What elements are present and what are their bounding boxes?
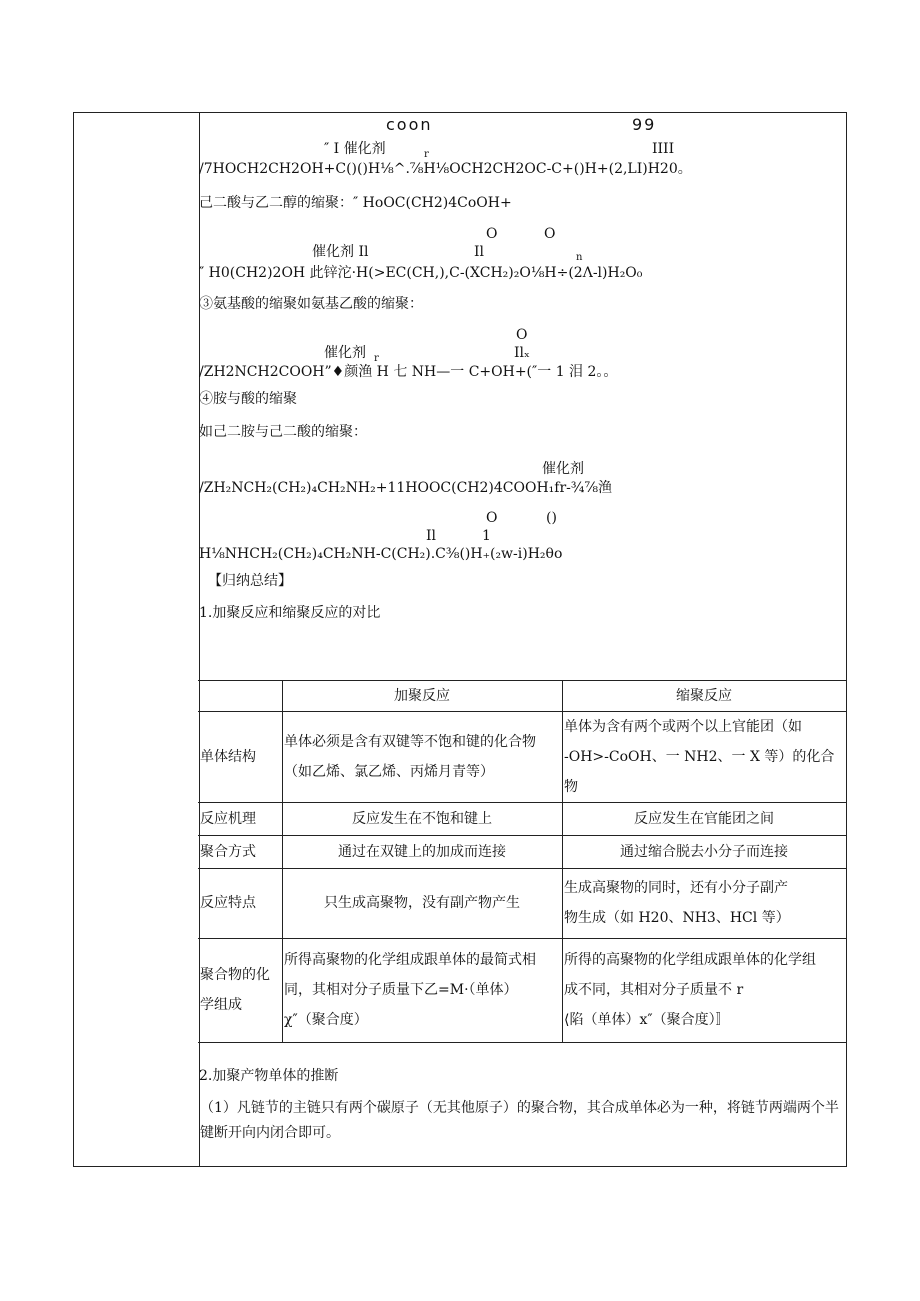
row-label: 单体结构: [200, 748, 256, 765]
row-condensation: 单体为含有两个或两个以上官能团（如 -OH>-CoOH、一 NH2、一 X 等）的化合 物: [564, 718, 835, 795]
table-rule: [198, 1042, 846, 1043]
row-addition: 单体必须是含有双键等不饱和键的化合物 （如乙烯、氯乙烯、丙烯月青等）: [284, 733, 536, 780]
reaction2-catalyst: 催化剂 Il: [312, 244, 369, 260]
summary-title: 【归纳总结】: [208, 573, 292, 589]
reaction2-n-mark: n: [576, 252, 583, 263]
amino-o: O: [516, 327, 528, 343]
row-addition: 反应发生在不饱和键上: [352, 810, 492, 827]
amino-catalyst-sub: r: [374, 353, 379, 364]
row-label: 聚合方式: [200, 843, 256, 860]
reaction1-top-left: coon: [386, 115, 433, 134]
reaction2-o2: O: [544, 226, 556, 242]
amine-acid-product: H⅛NHCH₂(CH₂)₄CH₂NH-C(CH₂).C⅜()H₊(₂w-i)H₂θo: [199, 546, 563, 562]
row-condensation: 通过缩合脱去小分子而连接: [620, 843, 788, 860]
reaction1-catalyst-sub: r: [424, 149, 429, 160]
amine-acid-equation: /ZH₂NCH₂(CH₂)₄CH₂NH₂+11HOOC(CH2)4COOH₁fr-¾⅞渔: [199, 480, 613, 496]
reaction1-catalyst: ″ I 催化剂: [324, 141, 386, 157]
reaction1-right-mark: IIII: [652, 141, 675, 157]
amino-ll: Ilₓ: [514, 345, 530, 361]
amine-acid-il: Il: [426, 528, 437, 544]
row-condensation: 生成高聚物的同时，还有小分子副产 物生成（如 H20、NH3、HCl 等）: [564, 880, 790, 926]
amine-acid-intro: 如己二胺与己二酸的缩聚：: [199, 424, 367, 440]
amine-acid-o2: (): [546, 510, 557, 526]
header-condensation: 缩聚反应: [676, 687, 732, 704]
row-addition: 只生成高聚物，没有副产物产生: [324, 895, 520, 911]
amino-equation: /ZH2NCH2COOH”♦颜渔 H 七 NH—一 C+OH+(″一 1 泪 2。。: [199, 364, 618, 380]
row-label: 反应特点: [200, 895, 256, 911]
amine-acid-one: 1: [482, 528, 491, 544]
reaction2-il: Il: [474, 244, 485, 260]
amine-acid-o1: O: [486, 510, 498, 526]
row-label: 反应机理: [200, 810, 256, 827]
row-label: 聚合物的化 学组成: [200, 967, 270, 1013]
row-addition: 通过在双键上的加成而连接: [338, 843, 506, 860]
reaction2-o1: O: [486, 226, 498, 242]
row-condensation: 所得的高聚物的化学组成跟单体的化学组 成不同，其相对分子质量不 r ⟨陷（单体）x″（聚合度）〛: [564, 952, 816, 1028]
reaction2-intro: 己二酸与乙二醇的缩聚：″ HoOC(CH2)4CoOH+: [199, 195, 512, 211]
row-addition: 所得高聚物的化学组成跟单体的最简式相 同，其相对分子质量下乙=M·（单体） χ″（聚合度）: [284, 952, 536, 1028]
reaction2-equation: ″ H0(CH2)2OH 此锌沱·H(>EC(CH,),C-(XCH₂)₂O⅛H÷(2Λ-l)H₂O₀: [199, 265, 643, 281]
header-addition: 加聚反应: [394, 687, 450, 704]
section2-title: 2.加聚产物单体的推断: [199, 1068, 339, 1084]
amino-catalyst: 催化剂: [324, 345, 366, 361]
amine-acid-heading: ④胺与酸的缩聚: [199, 391, 297, 407]
reaction1-top-right: 99: [632, 115, 657, 134]
summary-item1: 1.加聚反应和缩聚反应的对比: [199, 605, 381, 621]
row-condensation: 反应发生在官能团之间: [634, 810, 774, 827]
amine-acid-catalyst: 催化剂: [542, 461, 584, 477]
amino-heading: ③氨基酸的缩聚如氨基乙酸的缩聚：: [199, 296, 423, 312]
section2-paragraph: （1）凡链节的主链只有两个碳原子（无其他原子）的聚合物，其合成单体必为一种，将链节两端两个半键断开向内闭合即可。: [200, 1100, 839, 1141]
reaction1-equation: /7HOCH2CH2OH+C()()H⅛^.⅞H⅛OCH2CH2OC-C+()H+(2,LI)H20。: [199, 161, 692, 177]
comparison-table: [198, 680, 846, 1043]
